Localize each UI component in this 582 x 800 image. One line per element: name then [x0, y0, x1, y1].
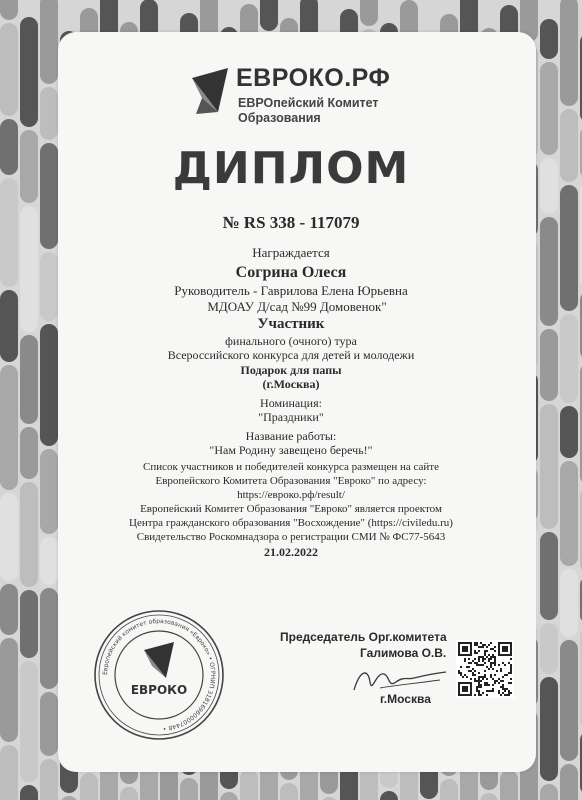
logo-subtitle-line2: Образования	[238, 111, 321, 125]
chair-label: Председатель Орг.комитета	[280, 630, 447, 644]
logo-title: ЕВРОКО.РФ	[236, 64, 391, 92]
info-line: Европейский Комитет Образования "Евроко" является проектом	[140, 503, 442, 515]
info-line: Свидетельство Роскомнадзора о регистрации СМИ № ФС77-5643	[136, 531, 446, 543]
signature-block	[270, 630, 460, 720]
contest: Всероссийского конкурса для детей и молодежи	[167, 348, 415, 362]
nomination-label: Номинация:	[260, 396, 322, 410]
signature-city: г.Москва	[380, 692, 431, 706]
results-link[interactable]: https://евроко.рф/result/	[237, 489, 345, 501]
recipient-name: Согрина Олеся	[235, 264, 347, 281]
svg-text:Европейский комитет образовани: Европейский комитет образования «Евроко» • ОГРНИП 318169600007448 •	[101, 617, 217, 732]
issue-date: 21.02.2022	[264, 545, 318, 559]
document-title: ДИПЛОМ	[172, 143, 410, 194]
awarded-label: Награждается	[252, 245, 330, 260]
logo-mark-icon	[188, 68, 232, 116]
contest-name: Подарок для папы	[240, 363, 342, 377]
work-label: Название работы:	[245, 429, 337, 443]
chair-name: Галимова О.В.	[360, 646, 447, 660]
logo-subtitle-line1: ЕВРОпейский Комитет	[238, 96, 379, 110]
nomination: "Праздники"	[258, 410, 324, 424]
organization: МДОАУ Д/сад №99 Домовенок"	[207, 299, 387, 314]
work-title: "Нам Родину завещено беречь!"	[209, 443, 373, 457]
info-line: Европейского Комитета Образования "Евроко" по адресу:	[155, 475, 427, 487]
logo	[188, 58, 418, 128]
status: Участник	[257, 316, 325, 332]
supervisor: Руководитель - Гаврилова Елена Юрьевна	[174, 283, 408, 298]
svg-text:ЕВРОКО: ЕВРОКО	[130, 683, 188, 697]
stage: финального (очного) тура	[225, 334, 357, 348]
city: (г.Москва)	[262, 377, 320, 391]
info-line: Центра гражданского образования "Восхождение" (https://civiledu.ru)	[129, 517, 453, 529]
qr-code[interactable]	[456, 640, 514, 698]
info-line: Список участников и победителей конкурса размещен на сайте	[143, 461, 439, 473]
diploma-number: № RS 338 - 117079	[222, 213, 360, 232]
seal-stamp	[92, 608, 226, 742]
